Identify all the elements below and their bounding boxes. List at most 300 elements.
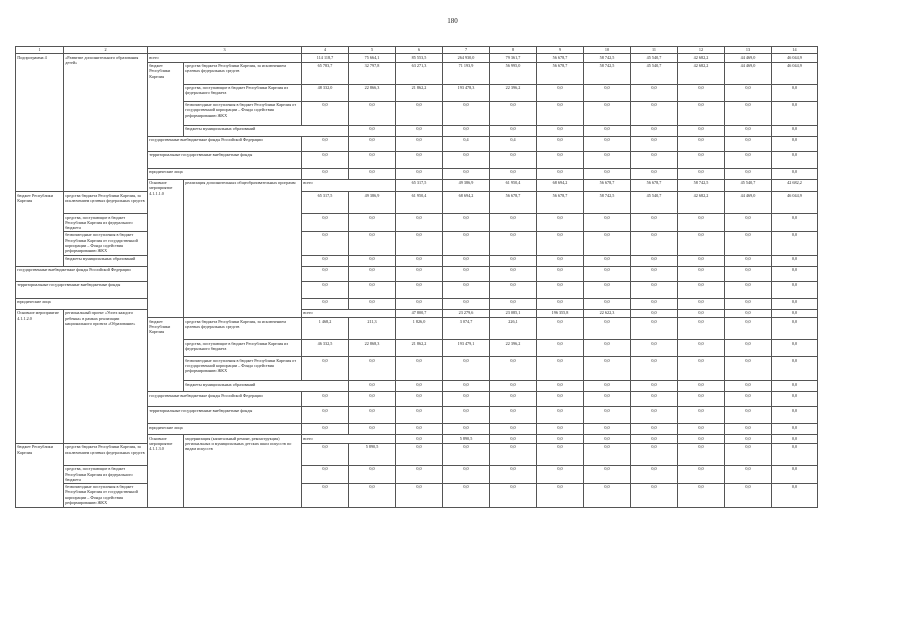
column-number: 2 (64, 47, 148, 54)
value-cell: 0,0 (772, 255, 818, 266)
value-cell: 22 622,3 (584, 309, 631, 318)
value-cell: 0,0 (678, 298, 725, 309)
value-cell: 0,0 (678, 318, 725, 340)
value-cell: 0,0 (537, 465, 584, 483)
table-row (16, 266, 818, 281)
section-code: Основное мероприятие 4.1.1.1.0 (148, 179, 184, 318)
source-label: средства, поступающие в бюджет Республики Карелия из федерального бюджета (184, 84, 302, 101)
value-cell: 0,0 (584, 407, 631, 424)
source-group-label: бюджет Республики Карелия (148, 318, 184, 392)
value-cell: 0,0 (537, 84, 584, 101)
value-cell: 0,0 (772, 125, 818, 136)
value-cell: 0,0 (772, 483, 818, 507)
source-label: юридические лица (148, 168, 302, 179)
source-label: юридические лица (148, 424, 302, 435)
value-cell: 0,0 (302, 483, 349, 507)
value-cell: 0,0 (302, 407, 349, 424)
value-cell: 0,0 (349, 255, 396, 266)
value-cell: 0,0 (678, 255, 725, 266)
value-cell: 0,0 (584, 214, 631, 232)
value-cell: 0,0 (443, 443, 490, 465)
value-cell: 0,0 (631, 298, 678, 309)
value-cell: 49 386,9 (443, 179, 490, 192)
value-cell: 0,0 (302, 136, 349, 151)
value-cell: 0,0 (302, 281, 349, 298)
source-label: территориальные государственные внебюджетные фонды (148, 151, 302, 168)
table-row (16, 298, 818, 309)
source-label: бюджеты муниципальных образований (184, 125, 349, 136)
source-label: территориальные государственные внебюджетные фонды (16, 281, 148, 298)
value-cell: 0,0 (631, 424, 678, 435)
value-cell: 0,0 (772, 281, 818, 298)
value-cell: 0,0 (396, 443, 443, 465)
value-cell: 114 118,7 (302, 54, 349, 63)
value-cell: 0,0 (490, 357, 537, 381)
table-row (16, 214, 818, 232)
value-cell: 0,0 (631, 214, 678, 232)
value-cell: 0,0 (396, 483, 443, 507)
section-code: Основное мероприятие 4.1.1.2.0 (16, 309, 64, 443)
value-cell: 56 678,7 (537, 192, 584, 214)
value-cell: 0,0 (443, 424, 490, 435)
section-name: «Развитие дополнительного образования детей» (64, 54, 148, 192)
table-row (16, 483, 818, 507)
value-cell: 0,0 (396, 298, 443, 309)
value-cell: 0,0 (490, 151, 537, 168)
value-cell: 61 950,4 (490, 179, 537, 192)
column-number: 1 (16, 47, 64, 54)
value-cell: 0,0 (772, 424, 818, 435)
value-cell: 0,0 (443, 381, 490, 392)
value-cell: 0,0 (725, 231, 772, 255)
value-cell: 0,0 (725, 318, 772, 340)
value-cell: 0,0 (490, 424, 537, 435)
value-cell: 45 540,7 (725, 179, 772, 192)
value-cell: 0,0 (584, 424, 631, 435)
value-cell: 0,0 (537, 424, 584, 435)
source-label: безвозмездные поступления в бюджет Республики Карелия от государственной корпорации – Фонда содействия реформированию ЖКХ (184, 357, 302, 381)
value-cell: 0,0 (678, 424, 725, 435)
value-cell: 0,0 (772, 309, 818, 318)
value-cell: 0,0 (631, 407, 678, 424)
value-cell: 0,0 (725, 465, 772, 483)
source-label: безвозмездные поступления в бюджет Республики Карелия от государственной корпорации – Фонда содействия реформированию ЖКХ (64, 483, 148, 507)
budget-table (15, 46, 818, 508)
value-cell: 0,0 (678, 407, 725, 424)
value-cell: 56 678,7 (490, 192, 537, 214)
value-cell: 23 279,6 (443, 309, 490, 318)
value-cell: 0,0 (772, 298, 818, 309)
source-label: средства бюджета Республики Карелия, за исключением целевых федеральных средств (64, 443, 148, 465)
value-cell: 0,0 (772, 231, 818, 255)
table-row (16, 54, 818, 63)
value-cell: 0,0 (631, 168, 678, 179)
value-cell: 0,0 (396, 266, 443, 281)
value-cell: 193 478,3 (443, 84, 490, 101)
value-cell: 0,0 (537, 392, 584, 407)
value-cell: 0,0 (443, 298, 490, 309)
value-cell: 0,0 (302, 255, 349, 266)
table-row (16, 231, 818, 255)
value-cell: 0,0 (302, 101, 349, 125)
source-label: бюджеты муниципальных образований (64, 255, 184, 266)
value-cell: 0,0 (349, 136, 396, 151)
value-cell: 58 742,5 (584, 192, 631, 214)
column-number: 3 (148, 47, 302, 54)
value-cell: 0,0 (537, 151, 584, 168)
value-cell: 22 396,2 (490, 84, 537, 101)
column-number: 5 (349, 47, 396, 54)
value-cell: 0,0 (631, 483, 678, 507)
table-row (16, 309, 818, 318)
value-cell: 71 193,9 (443, 62, 490, 84)
value-cell: 0,0 (443, 255, 490, 266)
value-cell: 0,0 (772, 435, 818, 444)
value-cell: 0,0 (537, 266, 584, 281)
value-cell: 0,0 (396, 424, 443, 435)
value-cell: 0,4 (490, 136, 537, 151)
value-cell: 0,0 (725, 407, 772, 424)
value-cell: 0,0 (772, 340, 818, 357)
value-cell: 0,0 (725, 357, 772, 381)
value-cell: 0,0 (490, 392, 537, 407)
value-cell: 0,0 (349, 381, 396, 392)
value-cell: 0,0 (490, 298, 537, 309)
value-cell: 0,0 (396, 231, 443, 255)
value-cell: 0,0 (631, 340, 678, 357)
value-cell: 0,0 (584, 101, 631, 125)
value-cell: 0,0 (678, 435, 725, 444)
value-cell: 193 479,1 (443, 340, 490, 357)
value-cell: 0,0 (631, 266, 678, 281)
value-cell: 0,0 (396, 281, 443, 298)
source-group-label: бюджет Республики Карелия (16, 443, 64, 507)
value-cell: 0,0 (302, 266, 349, 281)
value-cell: 46 044,9 (772, 62, 818, 84)
value-cell: 0,0 (584, 125, 631, 136)
value-cell: 79 361,7 (490, 54, 537, 63)
value-cell: 0,0 (631, 443, 678, 465)
value-cell: 0,0 (349, 151, 396, 168)
header-row (16, 47, 818, 54)
value-cell: 0,0 (490, 255, 537, 266)
value-cell: 56 678,7 (537, 62, 584, 84)
value-cell: 0,0 (349, 168, 396, 179)
value-cell: 0,0 (725, 309, 772, 318)
value-cell: 0,0 (584, 483, 631, 507)
value-cell: 0,0 (584, 465, 631, 483)
value-cell: 46 044,9 (772, 192, 818, 214)
value-cell: 0,0 (396, 357, 443, 381)
value-cell: 0,0 (631, 255, 678, 266)
value-cell: 0,0 (584, 136, 631, 151)
value-cell: 65 783,7 (302, 62, 349, 84)
table-row (16, 255, 818, 266)
value-cell: 264 930,0 (443, 54, 490, 63)
source-label: всего (302, 179, 396, 192)
value-cell: 0,0 (772, 266, 818, 281)
value-cell: 226,1 (490, 318, 537, 340)
value-cell: 0,0 (490, 231, 537, 255)
value-cell: 0,0 (631, 84, 678, 101)
value-cell: 0,0 (678, 443, 725, 465)
value-cell: 1 826,0 (396, 318, 443, 340)
source-label: средства, поступающие в бюджет Республики Карелия из федерального бюджета (184, 340, 302, 357)
value-cell: 0,0 (302, 298, 349, 309)
value-cell: 0,0 (396, 465, 443, 483)
value-cell: 0,0 (349, 483, 396, 507)
value-cell: 0,0 (443, 168, 490, 179)
value-cell: 0,0 (678, 168, 725, 179)
value-cell: 0,0 (678, 340, 725, 357)
column-number: 4 (302, 47, 349, 54)
value-cell: 85 553,5 (396, 54, 443, 63)
value-cell: 0,0 (772, 381, 818, 392)
page-number: 180 (447, 17, 458, 25)
source-label: безвозмездные поступления в бюджет Республики Карелия от государственной корпорации – Фонда содействия реформированию ЖКХ (184, 101, 302, 125)
value-cell: 0,0 (678, 357, 725, 381)
source-label: бюджеты муниципальных образований (184, 381, 349, 392)
value-cell: 0,0 (725, 424, 772, 435)
value-cell: 22 868,3 (349, 340, 396, 357)
value-cell: 0,0 (631, 231, 678, 255)
value-cell: 0,0 (631, 435, 678, 444)
value-cell: 32 797,8 (349, 62, 396, 84)
value-cell: 0,0 (725, 101, 772, 125)
value-cell: 0,0 (490, 483, 537, 507)
value-cell: 0,0 (678, 465, 725, 483)
source-label: средства бюджета Республики Карелия, за исключением целевых федеральных средств (184, 318, 302, 340)
value-cell: 0,0 (349, 231, 396, 255)
value-cell: 56 678,7 (631, 179, 678, 192)
value-cell: 0,0 (725, 340, 772, 357)
value-cell: 58 742,5 (584, 54, 631, 63)
source-label: юридические лица (16, 298, 148, 309)
value-cell: 0,0 (302, 168, 349, 179)
table-row (16, 443, 818, 465)
source-label: территориальные государственные внебюджетные фонды (148, 407, 302, 424)
value-cell: 0,0 (631, 151, 678, 168)
value-cell: 45 540,7 (631, 192, 678, 214)
value-cell: 0,0 (584, 266, 631, 281)
source-group-label: бюджет Республики Карелия (148, 62, 184, 136)
value-cell: 0,0 (678, 125, 725, 136)
value-cell: 0,0 (443, 151, 490, 168)
value-cell: 0,0 (490, 125, 537, 136)
value-cell: 0,0 (678, 231, 725, 255)
column-number: 6 (396, 47, 443, 54)
value-cell: 0,0 (584, 381, 631, 392)
source-label: всего (302, 309, 396, 318)
value-cell: 0,4 (443, 136, 490, 151)
value-cell: 0,0 (302, 357, 349, 381)
value-cell: 0,0 (443, 407, 490, 424)
value-cell: 0,0 (443, 214, 490, 232)
value-cell: 0,0 (631, 125, 678, 136)
value-cell: 58 742,5 (584, 62, 631, 84)
value-cell: 1 468,2 (302, 318, 349, 340)
value-cell: 0,0 (725, 281, 772, 298)
section-code: Основное мероприятие 4.1.1.3.0 (148, 435, 184, 507)
value-cell: 0,0 (631, 101, 678, 125)
value-cell: 211,3 (349, 318, 396, 340)
value-cell: 0,0 (725, 443, 772, 465)
value-cell: 0,0 (537, 101, 584, 125)
value-cell: 0,0 (537, 255, 584, 266)
value-cell: 0,0 (396, 151, 443, 168)
value-cell: 0,0 (490, 465, 537, 483)
value-cell: 0,0 (443, 392, 490, 407)
value-cell: 0,0 (725, 84, 772, 101)
value-cell: 0,0 (396, 255, 443, 266)
source-label: всего (148, 54, 302, 63)
value-cell: 0,0 (396, 381, 443, 392)
source-label: государственные внебюджетные фонды Российской Федерации (148, 136, 302, 151)
table-row (16, 281, 818, 298)
value-cell: 0,0 (725, 483, 772, 507)
value-cell: 0,0 (396, 435, 443, 444)
value-cell: 45 540,7 (631, 54, 678, 63)
value-cell: 42 682,2 (678, 54, 725, 63)
value-cell: 47 800,7 (396, 309, 443, 318)
value-cell: 44 469,0 (725, 54, 772, 63)
value-cell: 56 995,0 (490, 62, 537, 84)
value-cell: 0,0 (537, 318, 584, 340)
value-cell: 0,0 (537, 168, 584, 179)
value-cell: 0,0 (443, 357, 490, 381)
value-cell: 0,0 (302, 424, 349, 435)
column-number: 10 (584, 47, 631, 54)
source-label: средства, поступающие в бюджет Республики Карелия из федерального бюджета (64, 465, 148, 483)
table-row (16, 192, 818, 214)
value-cell: 0,0 (302, 443, 349, 465)
value-cell: 0,0 (584, 281, 631, 298)
value-cell: 0,0 (349, 298, 396, 309)
value-cell: 0,0 (396, 101, 443, 125)
value-cell: 0,0 (772, 357, 818, 381)
value-cell: 0,0 (584, 435, 631, 444)
value-cell: 0,0 (349, 357, 396, 381)
column-number: 13 (725, 47, 772, 54)
value-cell: 68 694,2 (443, 192, 490, 214)
source-label: средства, поступающие в бюджет Республики Карелия из федерального бюджета (64, 214, 148, 232)
value-cell: 0,0 (772, 136, 818, 151)
source-label: средства бюджета Республики Карелия, за исключением целевых федеральных средств (184, 62, 302, 84)
value-cell: 0,0 (631, 392, 678, 407)
value-cell: 0,0 (631, 318, 678, 340)
column-number: 14 (772, 47, 818, 54)
value-cell: 0,0 (678, 101, 725, 125)
section-name: модернизация (капитальный ремонт, реконструкция) региональных и муниципальных детских школ искусств по видам искусств (184, 435, 302, 507)
value-cell: 0,0 (349, 465, 396, 483)
value-cell: 0,0 (396, 407, 443, 424)
value-cell: 0,0 (584, 151, 631, 168)
value-cell: 0,0 (772, 84, 818, 101)
value-cell: 0,0 (725, 255, 772, 266)
value-cell: 0,0 (584, 84, 631, 101)
value-cell: 0,0 (772, 407, 818, 424)
value-cell: 0,0 (349, 125, 396, 136)
value-cell: 0,0 (631, 465, 678, 483)
source-label: всего (302, 435, 396, 444)
value-cell: 0,0 (584, 168, 631, 179)
value-cell: 0,0 (490, 407, 537, 424)
source-label: средства бюджета Республики Карелия, за исключением целевых федеральных средств (64, 192, 148, 214)
value-cell: 0,0 (584, 318, 631, 340)
value-cell: 0,0 (725, 266, 772, 281)
value-cell: 46 332,5 (302, 340, 349, 357)
section-name: реализация дополнительных общеобразовательных программ (184, 179, 302, 318)
value-cell: 22 396,2 (490, 340, 537, 357)
value-cell: 0,0 (490, 443, 537, 465)
value-cell: 3 074,7 (443, 318, 490, 340)
value-cell: 0,0 (584, 231, 631, 255)
value-cell: 0,0 (772, 465, 818, 483)
value-cell: 0,0 (772, 318, 818, 340)
value-cell: 0,0 (537, 357, 584, 381)
source-label: безвозмездные поступления в бюджет Республики Карелия от государственной корпорации – Фонда содействия реформированию ЖКХ (64, 231, 148, 255)
value-cell: 0,0 (678, 151, 725, 168)
value-cell: 0,0 (443, 483, 490, 507)
value-cell: 0,0 (678, 309, 725, 318)
value-cell: 0,0 (302, 231, 349, 255)
value-cell: 0,0 (443, 465, 490, 483)
table-row (16, 465, 818, 483)
value-cell: 0,0 (349, 392, 396, 407)
value-cell: 0,0 (725, 151, 772, 168)
value-cell: 49 386,9 (349, 192, 396, 214)
value-cell: 0,0 (584, 357, 631, 381)
value-cell: 56 678,7 (537, 54, 584, 63)
value-cell: 0,0 (443, 281, 490, 298)
column-number: 7 (443, 47, 490, 54)
value-cell: 0,0 (537, 340, 584, 357)
value-cell: 0,0 (584, 443, 631, 465)
value-cell: 0,0 (349, 407, 396, 424)
value-cell: 42 682,2 (678, 62, 725, 84)
value-cell: 21 862,2 (396, 84, 443, 101)
value-cell: 196 355,8 (537, 309, 584, 318)
value-cell: 0,0 (584, 392, 631, 407)
value-cell: 0,0 (772, 151, 818, 168)
value-cell: 68 694,2 (537, 179, 584, 192)
value-cell: 0,0 (631, 381, 678, 392)
section-name: региональный проект «Успех каждого ребенка» в рамках реализации национального проекта «Образование» (64, 309, 148, 443)
value-cell: 0,0 (678, 381, 725, 392)
value-cell: 0,0 (772, 392, 818, 407)
value-cell: 0,0 (537, 281, 584, 298)
value-cell: 0,0 (772, 214, 818, 232)
value-cell: 5 890,5 (349, 443, 396, 465)
value-cell: 0,0 (678, 483, 725, 507)
value-cell: 0,0 (537, 231, 584, 255)
value-cell: 56 678,7 (584, 179, 631, 192)
value-cell: 0,0 (678, 392, 725, 407)
value-cell: 0,0 (537, 483, 584, 507)
value-cell: 0,0 (490, 168, 537, 179)
value-cell: 0,0 (725, 435, 772, 444)
value-cell: 0,0 (302, 465, 349, 483)
value-cell: 0,0 (396, 136, 443, 151)
value-cell: 0,0 (396, 168, 443, 179)
value-cell: 0,0 (443, 231, 490, 255)
value-cell: 0,0 (490, 266, 537, 281)
value-cell: 0,0 (396, 392, 443, 407)
value-cell: 0,0 (349, 101, 396, 125)
value-cell: 48 332,0 (302, 84, 349, 101)
value-cell: 44 469,0 (725, 62, 772, 84)
value-cell: 0,0 (725, 136, 772, 151)
